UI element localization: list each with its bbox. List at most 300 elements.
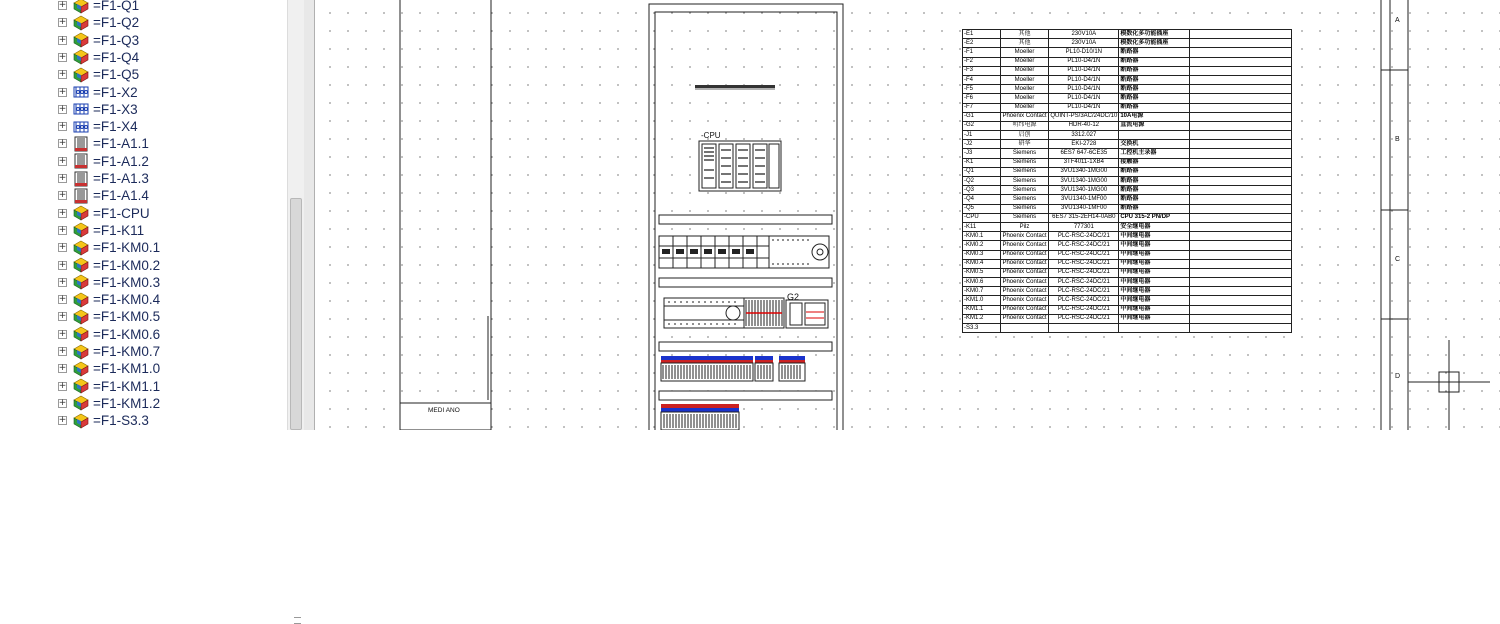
bom-row <box>963 66 1292 75</box>
bom-description: 模数化多功能插座 <box>1119 30 1190 39</box>
tree-item[interactable] <box>58 101 138 118</box>
bom-part-number: PLC-RSC-24DC/21 <box>1049 278 1119 287</box>
bom-tag: -F1 <box>963 48 1001 57</box>
bom-part-number: PL10-D4/1N <box>1049 66 1119 75</box>
bom-part-number: 3TF4011-1XB4 <box>1049 158 1119 167</box>
expand-icon[interactable]: + <box>58 415 67 426</box>
expand-icon[interactable]: + <box>58 311 67 322</box>
bom-part-number: PL10-D4/1N <box>1049 57 1119 66</box>
bom-part-number: 777301 <box>1049 222 1119 231</box>
breaker-row <box>659 236 829 268</box>
zone-label-b: B <box>1395 136 1400 143</box>
expand-icon[interactable]: + <box>58 69 67 80</box>
bom-empty-cell <box>1190 75 1292 84</box>
bom-part-number: PLC-RSC-24DC/21 <box>1049 287 1119 296</box>
bom-tag: -F3 <box>963 66 1001 75</box>
tree-item-label: =F1-X2 <box>93 84 138 100</box>
bom-description: 断路器 <box>1119 103 1190 112</box>
bom-tag: -KM0.5 <box>963 268 1001 277</box>
bom-tag: -J2 <box>963 140 1001 149</box>
bom-part-number: 3VU1340-1MG00 <box>1049 177 1119 186</box>
bom-empty-cell <box>1190 103 1292 112</box>
bom-description: 交换机 <box>1119 140 1190 149</box>
bom-description <box>1119 324 1190 333</box>
bom-tag: -K11 <box>963 222 1001 231</box>
bom-row <box>963 48 1292 57</box>
bom-part-number: PLC-RSC-24DC/21 <box>1049 259 1119 268</box>
bom-manufacturer: 其他 <box>1000 30 1049 39</box>
bom-tag: -G1 <box>963 112 1001 121</box>
splitter[interactable] <box>304 0 315 430</box>
bom-empty-cell <box>1190 305 1292 314</box>
tree-item[interactable] <box>58 135 149 152</box>
bom-row <box>963 232 1292 241</box>
bom-description: 安全继电器 <box>1119 222 1190 231</box>
expand-icon[interactable]: + <box>58 259 67 270</box>
tree-item[interactable] <box>58 308 160 325</box>
tree-item-label: =F1-X4 <box>93 119 138 135</box>
bom-part-number: PLC-RSC-24DC/21 <box>1049 268 1119 277</box>
bom-part-number: PL10-D4/1N <box>1049 75 1119 84</box>
expand-icon[interactable]: + <box>58 276 67 287</box>
bom-empty-cell <box>1190 57 1292 66</box>
component-icon <box>72 292 90 308</box>
bom-row <box>963 278 1292 287</box>
bom-description: 断路器 <box>1119 177 1190 186</box>
bom-part-number: 230V10A <box>1049 30 1119 39</box>
bom-empty-cell <box>1190 232 1292 241</box>
bom-description: 模数化多功能插座 <box>1119 39 1190 48</box>
component-icon <box>72 395 90 411</box>
expand-icon[interactable]: + <box>58 207 67 218</box>
component-icon <box>72 222 90 238</box>
bom-manufacturer: Moeller <box>1000 48 1049 57</box>
bom-part-number: 3VU1340-1MG00 <box>1049 186 1119 195</box>
tree-item[interactable] <box>58 291 160 308</box>
bom-manufacturer: 明纬电源 <box>1000 121 1049 130</box>
bom-empty-cell <box>1190 66 1292 75</box>
bom-tag: -Q3 <box>963 186 1001 195</box>
cpu-label: -CPU <box>701 131 721 140</box>
tree-item[interactable] <box>58 205 150 222</box>
bom-empty-cell <box>1190 259 1292 268</box>
plc-module-icon <box>72 136 90 152</box>
expand-icon[interactable]: + <box>58 224 67 235</box>
expand-icon[interactable]: + <box>58 17 67 28</box>
power-supply-row <box>664 298 828 328</box>
component-icon <box>72 49 90 65</box>
bom-description <box>1119 131 1190 140</box>
bom-manufacturer: Phoenix Contact <box>1000 250 1049 259</box>
bom-empty-cell <box>1190 287 1292 296</box>
bom-tag: -J3 <box>963 149 1001 158</box>
bom-tag: -Q4 <box>963 195 1001 204</box>
bom-manufacturer: Phoenix Contact <box>1000 259 1049 268</box>
bom-row <box>963 177 1292 186</box>
tree-item[interactable] <box>58 32 139 49</box>
bom-row <box>963 30 1292 39</box>
bom-description: 直流电源 <box>1119 121 1190 130</box>
bom-manufacturer: 启创 <box>1000 131 1049 140</box>
bom-manufacturer: Phoenix Contact <box>1000 287 1049 296</box>
plc-module-icon <box>72 153 90 169</box>
bom-part-number: PLC-RSC-24DC/21 <box>1049 305 1119 314</box>
tree-item-label: =F1-S3.3 <box>93 413 149 429</box>
bom-empty-cell <box>1190 324 1292 333</box>
bom-empty-cell <box>1190 186 1292 195</box>
component-icon <box>72 0 90 14</box>
bom-row <box>963 75 1292 84</box>
bom-row <box>963 158 1292 167</box>
bom-tag: -KM0.2 <box>963 241 1001 250</box>
component-icon <box>72 378 90 394</box>
bom-part-number: 3VU1340-1MF00 <box>1049 204 1119 213</box>
tree-item-label: =F1-CPU <box>93 205 150 221</box>
bom-description: 10A电源 <box>1119 112 1190 121</box>
tree-item[interactable] <box>58 343 160 360</box>
din-rail-1 <box>659 215 832 224</box>
expand-icon[interactable]: + <box>58 294 67 305</box>
zone-dividers <box>1381 70 1408 319</box>
bom-empty-cell <box>1190 296 1292 305</box>
component-icon <box>72 32 90 48</box>
relay-row <box>661 356 805 381</box>
expand-icon[interactable]: + <box>58 242 67 253</box>
bom-tag: -Q2 <box>963 177 1001 186</box>
bom-description: 中间继电器 <box>1119 278 1190 287</box>
bom-description: 中间继电器 <box>1119 305 1190 314</box>
component-icon <box>72 361 90 377</box>
bom-description: 断路器 <box>1119 167 1190 176</box>
bom-tag: -KM0.4 <box>963 259 1001 268</box>
component-icon <box>72 309 90 325</box>
bom-part-number: PL10-D4/1N <box>1049 103 1119 112</box>
component-icon <box>72 326 90 342</box>
tree-scrollbar[interactable] <box>287 0 305 430</box>
tree-item[interactable] <box>58 49 139 66</box>
bom-row <box>963 57 1292 66</box>
expand-icon[interactable]: + <box>58 51 67 62</box>
bom-part-number: 230V10A <box>1049 39 1119 48</box>
component-icon <box>72 413 90 429</box>
bom-row <box>963 204 1292 213</box>
bom-tag: -E2 <box>963 39 1001 48</box>
bom-part-number: 3VU1340-1MG00 <box>1049 167 1119 176</box>
tree-item-label: =F1-A1.3 <box>93 171 149 186</box>
bom-part-number: QUINT-PS/3AC/24DC/10 <box>1049 112 1119 121</box>
bom-part-number: EKI-2728 <box>1049 140 1119 149</box>
tree-item[interactable] <box>58 274 160 291</box>
tree-item[interactable] <box>58 66 139 83</box>
bom-manufacturer: Siemens <box>1000 204 1049 213</box>
bom-description: 中间继电器 <box>1119 232 1190 241</box>
bom-row <box>963 167 1292 176</box>
bom-manufacturer: Moeller <box>1000 75 1049 84</box>
component-icon <box>72 240 90 256</box>
tree-item[interactable] <box>58 360 160 377</box>
bom-row <box>963 186 1292 195</box>
bom-tag: -F7 <box>963 103 1001 112</box>
bom-row <box>963 140 1292 149</box>
zone-label-d: D <box>1395 373 1401 380</box>
bom-manufacturer: Moeller <box>1000 57 1049 66</box>
bom-empty-cell <box>1190 250 1292 259</box>
bom-tag: -Q5 <box>963 204 1001 213</box>
bom-tag: -K1 <box>963 158 1001 167</box>
bom-row <box>963 94 1292 103</box>
bom-tag: -KM0.1 <box>963 232 1001 241</box>
bom-row <box>963 195 1292 204</box>
bom-empty-cell <box>1190 158 1292 167</box>
bom-description: 中间继电器 <box>1119 287 1190 296</box>
bom-tag: -KM1.0 <box>963 296 1001 305</box>
bill-of-materials-table <box>962 29 1292 333</box>
tree-item[interactable] <box>58 0 139 14</box>
bom-description: 中间继电器 <box>1119 268 1190 277</box>
terminal-strip-icon <box>72 119 90 135</box>
plc-module-icon <box>72 188 90 204</box>
bom-row <box>963 222 1292 231</box>
expand-icon[interactable]: + <box>58 397 67 408</box>
bom-manufacturer: Phoenix Contact <box>1000 112 1049 121</box>
bom-manufacturer: 研华 <box>1000 140 1049 149</box>
bom-empty-cell <box>1190 241 1292 250</box>
bom-row <box>963 39 1292 48</box>
bom-tag: -Q1 <box>963 167 1001 176</box>
expand-icon[interactable]: + <box>58 103 67 114</box>
tree-item-label: =F1-KM0.5 <box>93 309 161 325</box>
tree-item[interactable] <box>58 170 149 187</box>
bom-tag: -F5 <box>963 85 1001 94</box>
title-block-text: MEDI ANO <box>428 407 460 414</box>
expand-icon[interactable]: + <box>58 121 67 132</box>
expand-icon[interactable]: + <box>58 346 67 356</box>
bom-empty-cell <box>1190 121 1292 130</box>
bom-empty-cell <box>1190 149 1292 158</box>
expand-icon[interactable]: + <box>58 138 67 149</box>
bom-empty-cell <box>1190 213 1292 222</box>
tree-item-label: =F1-KM0.2 <box>93 257 161 273</box>
bom-tag: -S3.3 <box>963 324 1001 333</box>
bom-row <box>963 296 1292 305</box>
component-icon <box>72 344 90 360</box>
tree-item[interactable] <box>58 326 160 343</box>
bom-part-number <box>1049 324 1119 333</box>
bom-description: 断路器 <box>1119 195 1190 204</box>
din-rail-4 <box>659 391 832 400</box>
bom-row <box>963 241 1292 250</box>
tree-item-label: =F1-KM0.4 <box>93 292 161 308</box>
bom-part-number: 3312.027 <box>1049 131 1119 140</box>
bom-manufacturer: Phoenix Contact <box>1000 241 1049 250</box>
bom-row <box>963 259 1292 268</box>
bom-row <box>963 314 1292 323</box>
expand-icon[interactable]: + <box>58 190 67 201</box>
tree-item[interactable] <box>58 187 149 204</box>
bom-empty-cell <box>1190 268 1292 277</box>
bom-description: 断路器 <box>1119 57 1190 66</box>
bom-tag: -KM0.6 <box>963 278 1001 287</box>
bom-manufacturer: Siemens <box>1000 158 1049 167</box>
bom-part-number: HDR-40-12 <box>1049 121 1119 130</box>
bom-row <box>963 149 1292 158</box>
bom-row <box>963 287 1292 296</box>
expand-icon[interactable]: + <box>58 363 67 374</box>
bom-row <box>963 213 1292 222</box>
tree-item-label: =F1-KM0.1 <box>93 240 161 256</box>
bom-description: 工控机主录器 <box>1119 149 1190 158</box>
bom-tag: -KM0.7 <box>963 287 1001 296</box>
tree-item-label: =F1-X3 <box>93 101 138 117</box>
tree-item-label: =F1-K11 <box>93 222 145 238</box>
bom-manufacturer: Siemens <box>1000 167 1049 176</box>
scrollbar-thumb[interactable] <box>290 198 302 430</box>
tree-item[interactable] <box>58 378 160 395</box>
bom-empty-cell <box>1190 131 1292 140</box>
expand-icon[interactable]: + <box>58 380 67 391</box>
cabinet-layout-drawing <box>315 0 1500 430</box>
bom-manufacturer: Moeller <box>1000 85 1049 94</box>
bom-row <box>963 121 1292 130</box>
tree-item-label: =F1-KM1.1 <box>93 378 161 394</box>
terminal-strip-icon <box>72 101 90 117</box>
bom-empty-cell <box>1190 30 1292 39</box>
scrollbar-grip <box>294 617 301 624</box>
bom-manufacturer: Siemens <box>1000 213 1049 222</box>
bom-empty-cell <box>1190 85 1292 94</box>
tree-item-label: =F1-Q2 <box>93 15 140 31</box>
expand-icon[interactable]: + <box>58 34 67 45</box>
tree-item[interactable] <box>58 395 160 412</box>
tree-item[interactable] <box>58 118 138 135</box>
bom-empty-cell <box>1190 314 1292 323</box>
bom-row <box>963 268 1292 277</box>
expand-icon[interactable]: + <box>58 86 67 97</box>
tree-item[interactable] <box>58 222 144 239</box>
bom-empty-cell <box>1190 177 1292 186</box>
bom-tag: -F6 <box>963 94 1001 103</box>
expand-icon[interactable]: + <box>58 155 67 166</box>
bom-empty-cell <box>1190 195 1292 204</box>
bom-row <box>963 324 1292 333</box>
bom-empty-cell <box>1190 39 1292 48</box>
bom-description: 中间继电器 <box>1119 250 1190 259</box>
tree-item[interactable] <box>58 84 138 101</box>
tree-item-label: =F1-Q3 <box>93 32 140 48</box>
bom-row <box>963 250 1292 259</box>
bom-row <box>963 305 1292 314</box>
cpu-rack <box>699 141 781 191</box>
bom-description: 断路器 <box>1119 186 1190 195</box>
bom-part-number: 6ES7 315-2EH14-0AB0 <box>1049 213 1119 222</box>
bom-manufacturer: Siemens <box>1000 149 1049 158</box>
bom-empty-cell <box>1190 167 1292 176</box>
bom-description: 中间继电器 <box>1119 259 1190 268</box>
bom-part-number: PLC-RSC-24DC/21 <box>1049 314 1119 323</box>
bom-tag: -KM1.1 <box>963 305 1001 314</box>
tree-item-label: =F1-A1.2 <box>93 153 149 169</box>
terminal-row <box>661 404 739 430</box>
bom-empty-cell <box>1190 94 1292 103</box>
tree-item[interactable] <box>58 412 149 429</box>
g2-label: G2 <box>787 292 800 302</box>
zone-label-c: C <box>1395 256 1401 263</box>
bom-part-number: PLC-RSC-24DC/21 <box>1049 250 1119 259</box>
bom-manufacturer: Phoenix Contact <box>1000 278 1049 287</box>
tree-item[interactable] <box>58 153 149 170</box>
component-icon <box>72 257 90 273</box>
bom-description: CPU 315-2 PN/DP <box>1119 213 1190 222</box>
bom-empty-cell <box>1190 140 1292 149</box>
expand-icon[interactable]: + <box>58 0 67 10</box>
bom-description: 断路器 <box>1119 75 1190 84</box>
tree-item-label: =F1-KM1.0 <box>93 361 161 377</box>
tree-item-label: =F1-Q4 <box>93 49 140 65</box>
bom-row <box>963 131 1292 140</box>
bom-manufacturer: Moeller <box>1000 103 1049 112</box>
bom-tag: -G2 <box>963 121 1001 130</box>
bom-part-number: PLC-RSC-24DC/21 <box>1049 232 1119 241</box>
zone-label-a: A <box>1395 17 1400 24</box>
tree-item-label: =F1-KM0.6 <box>93 326 161 342</box>
bom-empty-cell <box>1190 278 1292 287</box>
bom-empty-cell <box>1190 222 1292 231</box>
expand-icon[interactable]: + <box>58 173 67 183</box>
tree-item[interactable] <box>58 239 160 256</box>
bom-description: 接触器 <box>1119 158 1190 167</box>
bom-part-number: 3VU1340-1MF00 <box>1049 195 1119 204</box>
handle-bar <box>695 85 775 88</box>
terminal-strip-icon <box>72 84 90 100</box>
tree-item[interactable] <box>58 257 160 274</box>
din-rail-3 <box>659 342 832 351</box>
bom-tag: -F2 <box>963 57 1001 66</box>
bom-manufacturer: Phoenix Contact <box>1000 268 1049 277</box>
bom-tag: -E1 <box>963 30 1001 39</box>
component-icon <box>72 67 90 83</box>
bom-part-number: PLC-RSC-24DC/21 <box>1049 241 1119 250</box>
bom-row <box>963 112 1292 121</box>
bom-row <box>963 85 1292 94</box>
component-icon <box>72 15 90 31</box>
tree-item-label: =F1-A1.1 <box>93 136 149 152</box>
expand-icon[interactable]: + <box>58 328 67 339</box>
din-rail-2 <box>659 278 832 287</box>
bom-description: 断路器 <box>1119 94 1190 103</box>
bom-manufacturer: Siemens <box>1000 195 1049 204</box>
tree-item-label: =F1-KM1.2 <box>93 395 161 411</box>
crosshair-cursor <box>1408 340 1490 430</box>
bom-part-number: PL10-D10/1N <box>1049 48 1119 57</box>
tree-item-label: =F1-A1.4 <box>93 188 149 204</box>
bom-description: 中间继电器 <box>1119 296 1190 305</box>
drawing-canvas[interactable] <box>315 0 1500 430</box>
bom-description: 中间继电器 <box>1119 314 1190 323</box>
component-icon <box>72 205 90 221</box>
tree-item[interactable] <box>58 14 139 31</box>
bom-description: 中间继电器 <box>1119 241 1190 250</box>
bom-part-number: PL10-D4/1N <box>1049 85 1119 94</box>
bom-part-number: 6ES7 647-6CE35 <box>1049 149 1119 158</box>
bom-tag: -KM0.3 <box>963 250 1001 259</box>
bom-manufacturer: Pilz <box>1000 222 1049 231</box>
bom-tag: -F4 <box>963 75 1001 84</box>
bom-manufacturer: 其他 <box>1000 39 1049 48</box>
bom-empty-cell <box>1190 112 1292 121</box>
bom-manufacturer: Siemens <box>1000 186 1049 195</box>
bom-manufacturer: Moeller <box>1000 66 1049 75</box>
bom-manufacturer <box>1000 324 1049 333</box>
